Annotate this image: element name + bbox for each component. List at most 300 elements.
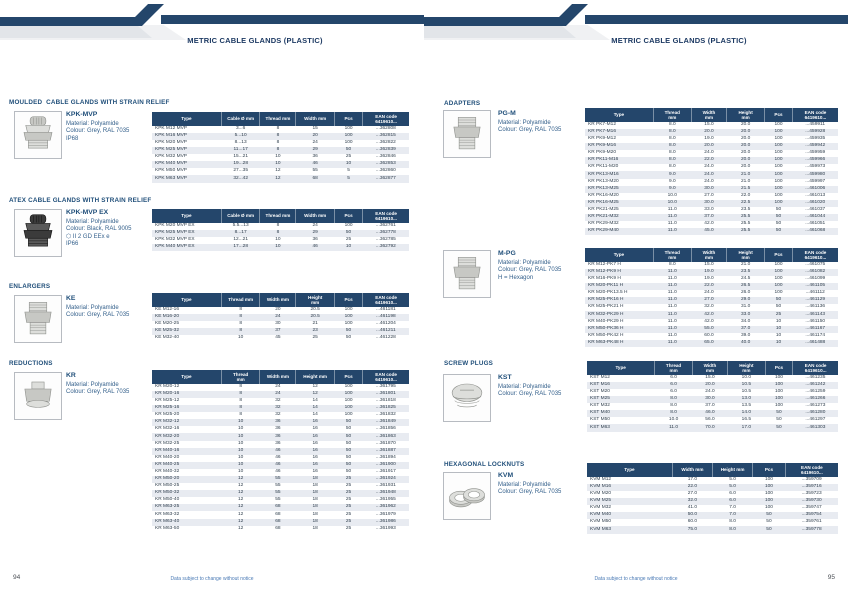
table-cell: 10 bbox=[237, 426, 244, 432]
table-cell: 37.0 bbox=[727, 326, 765, 333]
table-cell: ...459973 bbox=[805, 164, 826, 170]
table-cell: 100 bbox=[765, 186, 793, 193]
table-cell: ...359730 bbox=[785, 498, 838, 505]
column-header: Width mm bbox=[296, 209, 335, 223]
table-cell: KR M50-20 bbox=[152, 476, 221, 483]
product-image-box-kpkex bbox=[14, 209, 62, 257]
table-cell: 20.5 bbox=[310, 306, 320, 312]
product-image-box-kvm bbox=[443, 472, 491, 520]
table-cell: 100 bbox=[774, 374, 783, 380]
table-cell: 20.0 bbox=[692, 382, 727, 389]
table-row bbox=[585, 269, 838, 276]
table-cell: KR M40-20 bbox=[155, 454, 180, 460]
product-detail: Material: Polyamide bbox=[498, 383, 551, 390]
table-row bbox=[152, 504, 409, 511]
table-cell: 100 bbox=[344, 321, 353, 327]
table-cell: 65.0 bbox=[691, 340, 726, 347]
spec-table-kst bbox=[587, 361, 838, 432]
table-cell: ...461136 bbox=[805, 304, 826, 310]
table-cell: ...461259 bbox=[805, 389, 826, 395]
column-header: Type bbox=[152, 293, 221, 307]
table-cell: ...361832 bbox=[375, 412, 396, 418]
column-header: Width mm bbox=[296, 112, 335, 126]
table-cell: 24 bbox=[312, 140, 318, 146]
table-cell: 20.0 bbox=[691, 143, 726, 150]
table-cell: 27.0 bbox=[691, 297, 726, 304]
table-cell: 5...10 bbox=[221, 133, 260, 140]
table-cell: 56.0 bbox=[705, 417, 715, 423]
table-cell: 20.0 bbox=[740, 121, 751, 127]
table-cell: 24.0 bbox=[704, 164, 714, 170]
table-cell: 11.0 bbox=[655, 424, 693, 431]
table-cell: 24.0 bbox=[704, 178, 714, 184]
table-cell: 46 bbox=[275, 469, 281, 475]
table-cell: ...361979 bbox=[375, 511, 396, 517]
table-cell: KVM M20 bbox=[590, 491, 612, 497]
table-cell: ...359747 bbox=[801, 505, 822, 511]
spec-table-kvm bbox=[587, 463, 838, 534]
table-cell: 68 bbox=[275, 525, 281, 531]
column-header: EAN code 6419610... bbox=[793, 361, 838, 375]
table-cell: 40.0 bbox=[727, 340, 765, 347]
table-cell: 10 bbox=[221, 462, 260, 469]
table-cell: 100 bbox=[344, 140, 353, 146]
table-cell: 50 bbox=[776, 417, 782, 423]
table-row bbox=[152, 398, 409, 405]
table-cell: ...361894 bbox=[375, 454, 396, 460]
table-cell: 5 bbox=[334, 175, 362, 182]
product-name: KE bbox=[66, 295, 76, 302]
pg-m-adapter-icon bbox=[446, 113, 488, 155]
table-cell: KR PK29-M32 bbox=[588, 221, 619, 227]
table-cell: 20.0 bbox=[740, 136, 751, 142]
table-cell: KPK M32 MVP bbox=[155, 154, 187, 160]
spec-table-mpg bbox=[585, 248, 838, 347]
table-cell: ...361962 bbox=[363, 504, 409, 511]
table-row bbox=[152, 230, 409, 237]
header-band-flag bbox=[550, 4, 588, 26]
table-cell: 8.0 bbox=[712, 526, 752, 533]
column-header: Cable Ø mm bbox=[221, 112, 260, 126]
table-cell: KR M40-32 bbox=[155, 469, 180, 475]
table-row bbox=[152, 321, 409, 328]
table-cell: 11.0 bbox=[653, 311, 691, 318]
table-cell: 25 bbox=[345, 154, 352, 160]
table-cell: 12 bbox=[237, 525, 244, 531]
table-cell: KPK M20 MVP bbox=[155, 140, 187, 146]
section-heading-kst: SCREW PLUGS bbox=[444, 360, 494, 367]
table-row bbox=[585, 143, 838, 150]
table-cell: KE M20-25 bbox=[155, 321, 179, 327]
table-row bbox=[587, 410, 838, 417]
table-cell: 25 bbox=[345, 237, 352, 243]
spec-table-pgm bbox=[585, 108, 838, 235]
table-row bbox=[152, 412, 409, 419]
table-row bbox=[152, 140, 409, 147]
table-cell: 25 bbox=[334, 519, 362, 526]
table-cell: 100 bbox=[334, 405, 362, 412]
table-cell: 10 bbox=[775, 332, 782, 338]
reducer-grey-icon bbox=[17, 375, 59, 417]
table-row bbox=[152, 490, 409, 497]
table-row bbox=[585, 283, 838, 290]
table-cell: KVM M63 bbox=[587, 526, 672, 533]
product-detail: Material: Polyamide bbox=[66, 304, 119, 311]
product-info-kvm bbox=[498, 472, 588, 497]
table-cell: KVM M50 bbox=[590, 519, 612, 525]
table-cell: 25 bbox=[345, 525, 352, 531]
table-cell: 100 bbox=[334, 391, 362, 398]
table-cell: ...359778 bbox=[785, 526, 838, 533]
table-cell: 12 bbox=[237, 497, 244, 503]
column-header: Pcs bbox=[753, 463, 786, 477]
table-cell: KPK M16 MVP bbox=[152, 133, 221, 140]
table-cell: 20.5 bbox=[296, 314, 335, 321]
table-cell: ...461228 bbox=[375, 335, 396, 341]
table-cell: 37.0 bbox=[691, 214, 726, 221]
table-row bbox=[585, 311, 838, 318]
table-cell: 8 bbox=[221, 328, 260, 335]
table-cell: ...459928 bbox=[792, 129, 838, 136]
table-cell: 29 bbox=[296, 230, 335, 237]
table-row bbox=[587, 403, 838, 410]
table-row bbox=[152, 126, 409, 133]
table-cell: 6.0 bbox=[712, 498, 752, 505]
table-row bbox=[585, 262, 838, 269]
table-header-row bbox=[152, 112, 409, 126]
product-info-ke bbox=[66, 295, 156, 320]
table-cell: KST M63 bbox=[587, 424, 655, 431]
table-cell: 50 bbox=[765, 297, 793, 304]
table-cell: 100 bbox=[774, 261, 783, 267]
table-cell: 10.0 bbox=[741, 374, 752, 380]
table-cell: 21.0 bbox=[740, 261, 751, 267]
table-cell: 34.0 bbox=[740, 318, 751, 324]
table-cell: ...359723 bbox=[801, 491, 822, 497]
table-cell: 46.0 bbox=[692, 410, 727, 417]
table-cell: 11.0 bbox=[653, 340, 691, 347]
table-cell: 24.0 bbox=[705, 389, 715, 395]
table-row bbox=[585, 340, 838, 347]
table-cell: ...359716 bbox=[785, 484, 838, 491]
table-row bbox=[587, 519, 838, 526]
table-cell: 20.0 bbox=[727, 129, 765, 136]
table-cell: 17.0 bbox=[687, 476, 698, 482]
table-cell: KR PK9-M16 bbox=[585, 143, 653, 150]
table-row bbox=[585, 186, 838, 193]
table-cell: KVM M25 bbox=[587, 498, 672, 505]
table-cell: 12 bbox=[312, 383, 318, 389]
table-cell: ...461075 bbox=[805, 261, 826, 267]
table-cell: 9.0 bbox=[653, 186, 691, 193]
table-cell: 18 bbox=[296, 519, 335, 526]
table-cell: 100 bbox=[764, 491, 773, 497]
table-cell: 70.0 bbox=[692, 424, 727, 431]
table-cell: 25 bbox=[312, 335, 318, 341]
table-cell: 13.0 bbox=[728, 396, 766, 403]
table-cell: 32...42 bbox=[221, 175, 260, 182]
table-cell: KR PK13-M16 bbox=[585, 171, 653, 178]
table-row bbox=[152, 497, 409, 504]
table-cell: KR PK9-M20 bbox=[588, 150, 616, 156]
table-cell: 50 bbox=[345, 426, 352, 432]
table-cell: 16 bbox=[312, 454, 318, 460]
table-cell: 19.0 bbox=[704, 136, 714, 142]
product-image-box-ke bbox=[14, 295, 62, 343]
table-cell: 25 bbox=[334, 504, 362, 511]
table-cell: 68 bbox=[296, 175, 335, 182]
table-cell: 5 bbox=[347, 168, 350, 174]
table-row bbox=[152, 147, 409, 154]
table-cell: KR PK7-M12 bbox=[588, 121, 616, 127]
column-header: Width mm bbox=[691, 108, 726, 122]
product-info-kst bbox=[498, 374, 588, 399]
table-cell: 24.0 bbox=[691, 171, 726, 178]
table-cell: ...459942 bbox=[792, 143, 838, 150]
table-row bbox=[587, 477, 838, 484]
table-cell: 10 bbox=[237, 454, 244, 460]
table-cell: KR M20-PK11 H bbox=[585, 283, 653, 290]
product-detail: Material: Polyamide bbox=[66, 120, 119, 127]
table-cell: ...461198 bbox=[363, 314, 409, 321]
table-cell: 10.0 bbox=[667, 192, 677, 198]
table-cell: ...361955 bbox=[375, 497, 396, 503]
table-cell: 50 bbox=[345, 335, 352, 341]
table-cell: 50 bbox=[334, 448, 362, 455]
table-cell: 50 bbox=[775, 207, 782, 213]
screw-plug-grey-icon bbox=[446, 377, 488, 419]
table-cell: 100 bbox=[765, 143, 793, 150]
table-cell: 20.0 bbox=[727, 157, 765, 164]
table-cell: 16 bbox=[312, 469, 318, 475]
table-cell: ...361870 bbox=[375, 440, 396, 446]
table-cell: ...461235 bbox=[805, 374, 826, 380]
table-cell: 11.0 bbox=[667, 304, 677, 310]
table-cell: ...361917 bbox=[375, 469, 396, 475]
table-cell: KR PK16-M25 bbox=[585, 200, 653, 207]
table-cell: 100 bbox=[765, 171, 793, 178]
table-row bbox=[152, 419, 409, 426]
table-cell: 100 bbox=[774, 290, 783, 296]
table-row bbox=[587, 491, 838, 498]
page-title: METRIC CABLE GLANDS (PLASTIC) bbox=[611, 36, 747, 45]
column-header: Thread mm bbox=[653, 108, 691, 122]
table-cell: 100 bbox=[774, 164, 783, 170]
table-cell: KR M63-50 bbox=[155, 525, 180, 531]
table-cell: KVM M12 bbox=[590, 476, 612, 482]
product-detail: Material: Polyamide bbox=[498, 119, 551, 126]
table-cell: 21.5 bbox=[727, 186, 765, 193]
product-image-box-kr bbox=[14, 372, 62, 420]
header-band-bar-left bbox=[424, 17, 562, 26]
table-cell: KR PK13-M25 bbox=[585, 186, 653, 193]
table-cell: 8 bbox=[260, 133, 296, 140]
table-row bbox=[585, 129, 838, 136]
table-cell: 25.5 bbox=[740, 221, 751, 227]
section-heading-kr: REDUCTIONS bbox=[9, 360, 53, 367]
table-row bbox=[585, 171, 838, 178]
table-cell: 100 bbox=[765, 129, 793, 136]
column-header: EAN code 6419610... bbox=[363, 293, 409, 307]
column-header: Height mm bbox=[728, 361, 766, 375]
table-row bbox=[585, 150, 838, 157]
product-detail: IP66 bbox=[66, 241, 79, 248]
column-header: Width mm bbox=[672, 463, 712, 477]
table-cell: 16.5 bbox=[741, 417, 752, 423]
table-cell: ...461181 bbox=[376, 306, 396, 312]
table-cell: 8...17 bbox=[221, 230, 260, 237]
table-cell: 10 bbox=[334, 161, 362, 168]
column-header: EAN code 6419610... bbox=[363, 370, 409, 384]
table-cell: 75.0 bbox=[672, 526, 712, 533]
table-cell: KR M40-25 bbox=[152, 462, 221, 469]
table-cell: 16 bbox=[296, 462, 335, 469]
table-cell: 33.0 bbox=[727, 311, 765, 318]
table-row bbox=[152, 391, 409, 398]
table-cell: ...461488 bbox=[792, 340, 838, 347]
cable-gland-black-icon bbox=[17, 212, 59, 254]
table-cell: 12 bbox=[296, 391, 335, 398]
table-row bbox=[585, 214, 838, 221]
table-row bbox=[587, 424, 838, 431]
table-cell: 25.5 bbox=[727, 214, 765, 221]
table-row bbox=[152, 441, 409, 448]
table-cell: KR M50-PK36 H bbox=[585, 326, 653, 333]
table-cell: ...461006 bbox=[792, 186, 838, 193]
table-cell: 20 bbox=[275, 306, 281, 312]
table-cell: 50 bbox=[753, 512, 786, 519]
table-cell: ...461051 bbox=[805, 221, 826, 227]
table-cell: 29 bbox=[296, 147, 335, 154]
table-cell: 16 bbox=[296, 433, 335, 440]
table-cell: 39.0 bbox=[740, 332, 751, 338]
table-cell: 36 bbox=[275, 426, 281, 432]
table-cell: KR M32-PK29 H bbox=[585, 311, 653, 318]
table-row bbox=[587, 396, 838, 403]
table-cell: 10 bbox=[334, 244, 362, 251]
product-name: KPK-MVP bbox=[66, 111, 98, 118]
table-cell: ...461303 bbox=[793, 424, 838, 431]
table-cell: 12 bbox=[221, 476, 260, 483]
table-cell: ...362761 bbox=[375, 222, 396, 228]
table-cell: 23 bbox=[296, 328, 335, 335]
product-name: KST bbox=[498, 374, 512, 381]
column-header: Type bbox=[585, 108, 653, 122]
table-cell: 46 bbox=[260, 462, 296, 469]
product-detail: Colour: Grey, RAL 7035 bbox=[66, 389, 130, 396]
table-cell: 11.0 bbox=[667, 332, 677, 338]
product-detail: Material: Polyamide bbox=[66, 381, 119, 388]
table-cell: KR M20-16 bbox=[152, 391, 221, 398]
table-cell: 37.0 bbox=[705, 403, 715, 409]
table-row bbox=[152, 526, 409, 533]
table-row bbox=[152, 462, 409, 469]
table-row bbox=[585, 297, 838, 304]
table-row bbox=[587, 389, 838, 396]
table-cell: ...362877 bbox=[363, 175, 409, 182]
table-cell: 18 bbox=[312, 483, 318, 489]
table-cell: 27.0 bbox=[704, 192, 714, 198]
table-cell: 22.0 bbox=[691, 283, 726, 290]
table-row bbox=[152, 154, 409, 161]
column-header: Height mm bbox=[712, 463, 752, 477]
table-cell: 6.0 bbox=[655, 382, 693, 389]
table-cell: 36 bbox=[260, 419, 296, 426]
table-cell: 55.0 bbox=[691, 326, 726, 333]
table-cell: 11.0 bbox=[653, 326, 691, 333]
table-cell: KR M40-16 bbox=[152, 448, 221, 455]
table-cell: 19...28 bbox=[221, 161, 260, 168]
table-cell: 24.0 bbox=[704, 150, 714, 156]
table-cell: ...361887 bbox=[363, 448, 409, 455]
table-cell: 100 bbox=[774, 121, 783, 127]
table-cell: KPK M40 MVP EX bbox=[152, 244, 221, 251]
table-cell: KPK M63 MVP bbox=[152, 175, 221, 182]
table-cell: 8.0 bbox=[653, 143, 691, 150]
table-cell: 12 bbox=[275, 168, 281, 174]
table-cell: 11.0 bbox=[667, 207, 677, 213]
table-cell: ...362853 bbox=[363, 161, 409, 168]
table-cell: 12...21 bbox=[233, 237, 248, 243]
table-cell: KVM M40 bbox=[587, 512, 672, 519]
table-cell: 8.0 bbox=[668, 164, 676, 170]
table-cell: 100 bbox=[765, 283, 793, 290]
table-cell: ...459911 bbox=[805, 121, 826, 127]
table-row bbox=[152, 328, 409, 335]
table-cell: 17.0 bbox=[728, 424, 766, 431]
page-title: METRIC CABLE GLANDS (PLASTIC) bbox=[187, 36, 323, 45]
table-row bbox=[587, 498, 838, 505]
column-header: Type bbox=[585, 248, 653, 262]
product-detail: Colour: Black, RAL 9005 bbox=[66, 226, 132, 233]
table-cell: 8.0 bbox=[668, 136, 676, 142]
table-cell: 50 bbox=[334, 419, 362, 426]
column-header: Width mm bbox=[260, 293, 296, 307]
table-cell: KR M63-32 bbox=[155, 511, 180, 517]
table-row bbox=[585, 290, 838, 297]
table-cell: 100 bbox=[764, 505, 773, 511]
m-pg-adapter-icon bbox=[446, 253, 488, 295]
table-cell: 100 bbox=[334, 314, 362, 321]
table-cell: 30.0 bbox=[691, 186, 726, 193]
table-cell: ...359761 bbox=[801, 519, 822, 525]
table-cell: KR M12-PK7 H bbox=[588, 261, 621, 267]
table-cell: 11.0 bbox=[667, 318, 677, 324]
table-cell: 100 bbox=[334, 133, 362, 140]
table-cell: 10 bbox=[275, 154, 281, 160]
section-heading-kpk: MOULDED CABLE GLANDS WITH STRAIN RELIEF bbox=[9, 99, 170, 106]
table-cell: ...361931 bbox=[375, 483, 396, 489]
table-cell: 100 bbox=[765, 157, 793, 164]
table-cell: 8 bbox=[276, 125, 280, 131]
table-cell: 50 bbox=[765, 410, 793, 417]
table-cell: 8...13 bbox=[234, 140, 247, 146]
table-cell: 18 bbox=[312, 497, 318, 503]
table-cell: 50 bbox=[775, 221, 782, 227]
table-cell: 11.0 bbox=[667, 221, 677, 227]
table-cell: 50 bbox=[334, 328, 362, 335]
table-cell: 24.0 bbox=[704, 290, 714, 296]
table-cell: 68 bbox=[260, 504, 296, 511]
table-cell: 10.0 bbox=[653, 200, 691, 207]
table-cell: 8 bbox=[221, 314, 260, 321]
table-cell: 8.0 bbox=[653, 129, 691, 136]
table-cell: 36 bbox=[260, 433, 296, 440]
table-cell: 20.0 bbox=[727, 143, 765, 150]
table-cell: KR M32-25 bbox=[155, 440, 180, 446]
spec-table-kpkex bbox=[152, 209, 409, 251]
column-header: Type bbox=[152, 112, 221, 126]
